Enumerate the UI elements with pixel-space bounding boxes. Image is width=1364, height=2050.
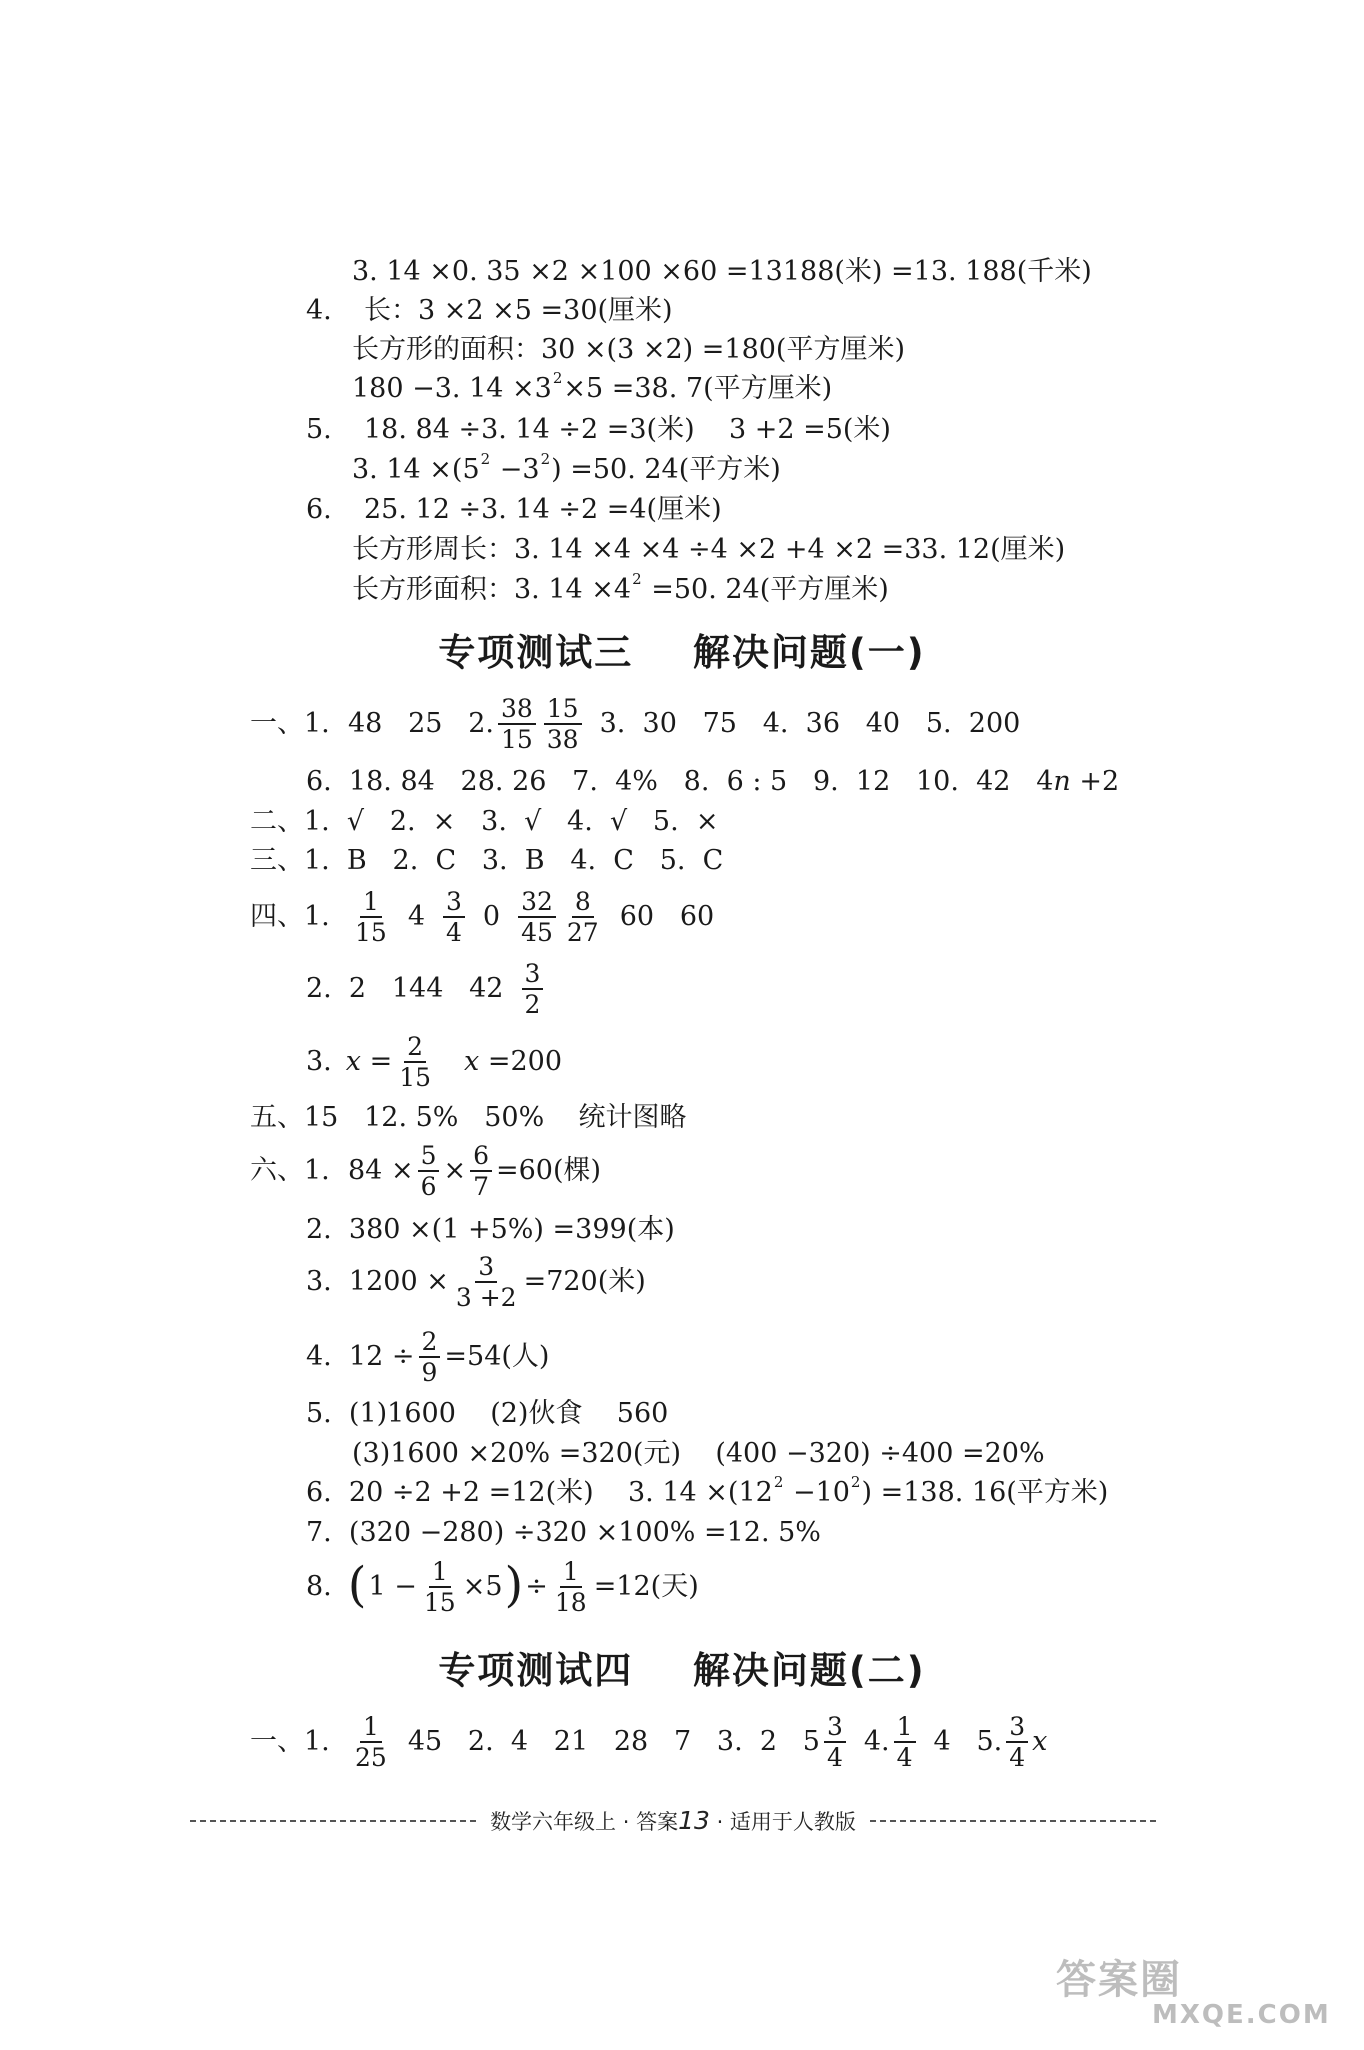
- numerator: 3: [443, 888, 465, 918]
- answer-line: [306, 412, 891, 448]
- section-title: 专项测试三 解决问题(一): [438, 631, 926, 674]
- answer-line: [352, 532, 1065, 568]
- exponent: 2: [850, 1473, 861, 1491]
- text: 五、15 12. 5% 50% 统计图略: [250, 1102, 687, 1133]
- numerator: 1: [894, 1713, 916, 1743]
- answer-line: [306, 1251, 646, 1313]
- divider: [870, 1820, 1156, 1822]
- text: 3. 14 ×0. 35 ×2 ×100 ×60 =13188(米) =13. 188(千米): [352, 256, 1092, 287]
- numerator: 1: [360, 888, 382, 918]
- exponent: 2: [632, 570, 642, 588]
- answer-line: [352, 332, 905, 368]
- fraction: [498, 695, 536, 753]
- fraction: [421, 1558, 459, 1616]
- text: =50. 24(平方厘米): [642, 574, 889, 605]
- text: 2. 2 144 42: [306, 973, 504, 1004]
- fraction: [470, 1142, 492, 1200]
- fraction: [552, 1558, 590, 1616]
- fraction: [396, 1033, 434, 1091]
- watermark: [1052, 1950, 1352, 2042]
- page-number: 13: [678, 1806, 710, 1835]
- item-number: 6.: [306, 494, 332, 525]
- denominator: 18: [554, 1588, 587, 1617]
- numerator: 15: [544, 695, 582, 725]
- text: 二、1. √ 2. × 3. √ 4. √ 5. ×: [250, 806, 719, 837]
- exponent: 2: [552, 369, 563, 387]
- denominator: 15: [500, 725, 533, 754]
- text: 4.: [863, 1726, 890, 1757]
- numerator: 2: [404, 1033, 426, 1063]
- exponent: 2: [773, 1473, 784, 1491]
- paren: (: [347, 1557, 367, 1613]
- text: −3: [491, 454, 540, 485]
- text: +2: [1070, 766, 1120, 797]
- denominator: 3 +2: [455, 1283, 517, 1312]
- denominator: 38: [546, 725, 579, 754]
- text: 7. (320 −280) ÷320 ×100% =12. 5%: [306, 1517, 821, 1548]
- text: 长：3 ×2 ×5 =30(厘米): [364, 295, 673, 326]
- exponent: 2: [480, 450, 491, 468]
- text: −10: [784, 1477, 850, 1508]
- text: 2. 380 ×(1 +5%) =399(本): [306, 1214, 675, 1245]
- numerator: 1: [560, 1558, 582, 1588]
- numerator: 32: [518, 888, 556, 918]
- text: (3)1600 ×20% =320(元) (400 −320) ÷400 =20%: [352, 1438, 1045, 1469]
- numerator: 2: [419, 1328, 441, 1358]
- text: ×5 =38. 7(平方厘米): [563, 373, 833, 404]
- denominator: 2: [524, 990, 541, 1019]
- numerator: 3: [522, 960, 544, 990]
- answer-line: [306, 1475, 1108, 1511]
- text: 4 5.: [933, 1726, 1003, 1757]
- footer-right: · 适用于人教版: [709, 1810, 856, 1834]
- item-number: 5.: [306, 414, 332, 445]
- denominator: 4: [446, 918, 462, 947]
- fraction: [518, 888, 556, 946]
- answer-line: [306, 293, 673, 329]
- text: 3. 1200 ×: [306, 1266, 449, 1297]
- text: 3. 14 ×(5: [352, 454, 480, 485]
- answer-line: [352, 452, 781, 488]
- denominator: 6: [420, 1172, 437, 1201]
- denominator: 25: [355, 1743, 387, 1772]
- text: 3. 30 75 4. 36 40 5. 200: [599, 708, 1021, 739]
- numerator: 3: [824, 1713, 846, 1743]
- item-number: 一、1.: [250, 708, 330, 739]
- text: 0: [482, 901, 501, 932]
- text: 长方形的面积：30 ×(3 ×2) =180(平方厘米): [352, 334, 905, 365]
- text: 4: [407, 901, 425, 932]
- variable: n: [1053, 766, 1071, 797]
- fraction: [352, 888, 390, 946]
- answer-line: [250, 694, 1020, 754]
- item-number: 一、1.: [250, 1726, 330, 1757]
- text: 84 ×: [348, 1155, 414, 1186]
- watermark-logo-text: 答案圈: [1056, 1957, 1182, 2003]
- section-title: 专项测试四 解决问题(二): [438, 1649, 926, 1692]
- answer-line: [250, 1100, 687, 1136]
- item-number: 六、1.: [250, 1155, 330, 1186]
- numerator: 38: [498, 695, 536, 725]
- answer-line: [306, 1212, 675, 1248]
- variable: x: [464, 1046, 480, 1077]
- answer-line: [250, 843, 723, 879]
- text: =54(人): [444, 1341, 550, 1372]
- answer-line: [250, 1140, 601, 1202]
- answer-line: [352, 1436, 1045, 1472]
- fraction: [824, 1713, 846, 1771]
- answer-line: [306, 1031, 562, 1093]
- text: 60 60: [619, 901, 715, 932]
- numerator: 3: [1006, 1713, 1028, 1743]
- text: 长方形面积：3. 14 ×4: [352, 574, 632, 605]
- page-footer: [190, 1806, 1156, 1836]
- text: 25. 12 ÷3. 14 ÷2 =4(厘米): [364, 494, 722, 525]
- fraction: [419, 1328, 441, 1386]
- denominator: 9: [421, 1358, 438, 1387]
- text: 8.: [306, 1571, 332, 1602]
- footer-text: [476, 1806, 870, 1836]
- answer-line: [306, 958, 547, 1020]
- denominator: 4: [826, 1743, 843, 1772]
- answer-line: [306, 1326, 549, 1388]
- fraction: [453, 1253, 520, 1311]
- fraction: [418, 1142, 440, 1200]
- text: ) =50. 24(平方米): [551, 454, 781, 485]
- answer-line: [306, 1396, 668, 1432]
- exponent: 2: [540, 450, 551, 468]
- numerator: 1: [360, 1713, 382, 1743]
- text: ) =138. 16(平方米): [861, 1477, 1109, 1508]
- text: 45 2. 4 21 28 7 3. 2 5: [407, 1726, 820, 1757]
- fraction: [544, 695, 582, 753]
- text: =200: [479, 1046, 563, 1077]
- denominator: 15: [423, 1588, 456, 1617]
- fraction: [894, 1713, 916, 1771]
- text: 6. 18. 84 28. 26 7. 4% 8. 6 : 5 9. 12 10. 42 4: [306, 766, 1054, 797]
- numerator: 1: [429, 1558, 451, 1588]
- text: ×: [443, 1155, 467, 1186]
- fraction: [443, 888, 465, 946]
- text: 6. 20 ÷2 +2 =12(米) 3. 14 ×(12: [306, 1477, 773, 1508]
- text: 三、1. B 2. C 3. B 4. C 5. C: [250, 845, 724, 876]
- denominator: 45: [521, 918, 553, 947]
- answer-line: [352, 371, 832, 407]
- answer-line: [306, 492, 722, 528]
- denominator: 15: [355, 918, 387, 947]
- fraction: [564, 888, 602, 946]
- divider: [190, 1820, 476, 1822]
- numerator: 8: [572, 888, 594, 918]
- paren: ): [504, 1557, 524, 1613]
- answer-line: [250, 886, 714, 948]
- item-number: 4.: [306, 295, 332, 326]
- denominator: 27: [566, 918, 599, 947]
- watermark-url: MXQE.COM: [1152, 2000, 1331, 2030]
- answer-line: [352, 254, 1092, 290]
- text: =: [361, 1046, 393, 1077]
- text: ÷: [525, 1571, 548, 1602]
- numerator: 6: [470, 1142, 492, 1172]
- variable: x: [1032, 1726, 1048, 1757]
- fraction: [522, 960, 544, 1018]
- text: ×5: [462, 1571, 503, 1602]
- denominator: 7: [473, 1172, 489, 1201]
- text: 18. 84 ÷3. 14 ÷2 =3(米) 3 +2 =5(米): [364, 414, 891, 445]
- text: 4. 12 ÷: [306, 1341, 415, 1372]
- text: =12(天): [593, 1571, 699, 1602]
- text: =60(棵): [496, 1155, 602, 1186]
- answer-line: [250, 1711, 1047, 1773]
- numerator: 3: [475, 1253, 497, 1283]
- denominator: 4: [1009, 1743, 1026, 1772]
- denominator: 15: [399, 1063, 432, 1092]
- item-number: 四、1.: [250, 901, 330, 932]
- numerator: 5: [418, 1142, 440, 1172]
- answer-line: [250, 804, 718, 840]
- variable: x: [345, 1046, 361, 1077]
- text: 长方形周长：3. 14 ×4 ×4 ÷4 ×2 +4 ×2 =33. 12(厘米): [352, 534, 1066, 565]
- text: 180 −3. 14 ×3: [352, 373, 552, 404]
- answer-line: [306, 764, 1119, 800]
- footer-left: 数学六年级上 · 答案: [490, 1810, 679, 1834]
- answer-line: [306, 1515, 821, 1551]
- answer-line: [352, 572, 889, 608]
- text: 1 −: [368, 1571, 417, 1602]
- denominator: 4: [896, 1743, 913, 1772]
- text: 5. (1)1600 (2)伙食 560: [306, 1398, 669, 1429]
- text: =720(米): [523, 1266, 646, 1297]
- fraction: [352, 1713, 390, 1771]
- answer-line: [306, 1556, 699, 1618]
- fraction: [1006, 1713, 1028, 1771]
- text: 3.: [306, 1046, 332, 1077]
- text: 48 25 2.: [348, 708, 494, 739]
